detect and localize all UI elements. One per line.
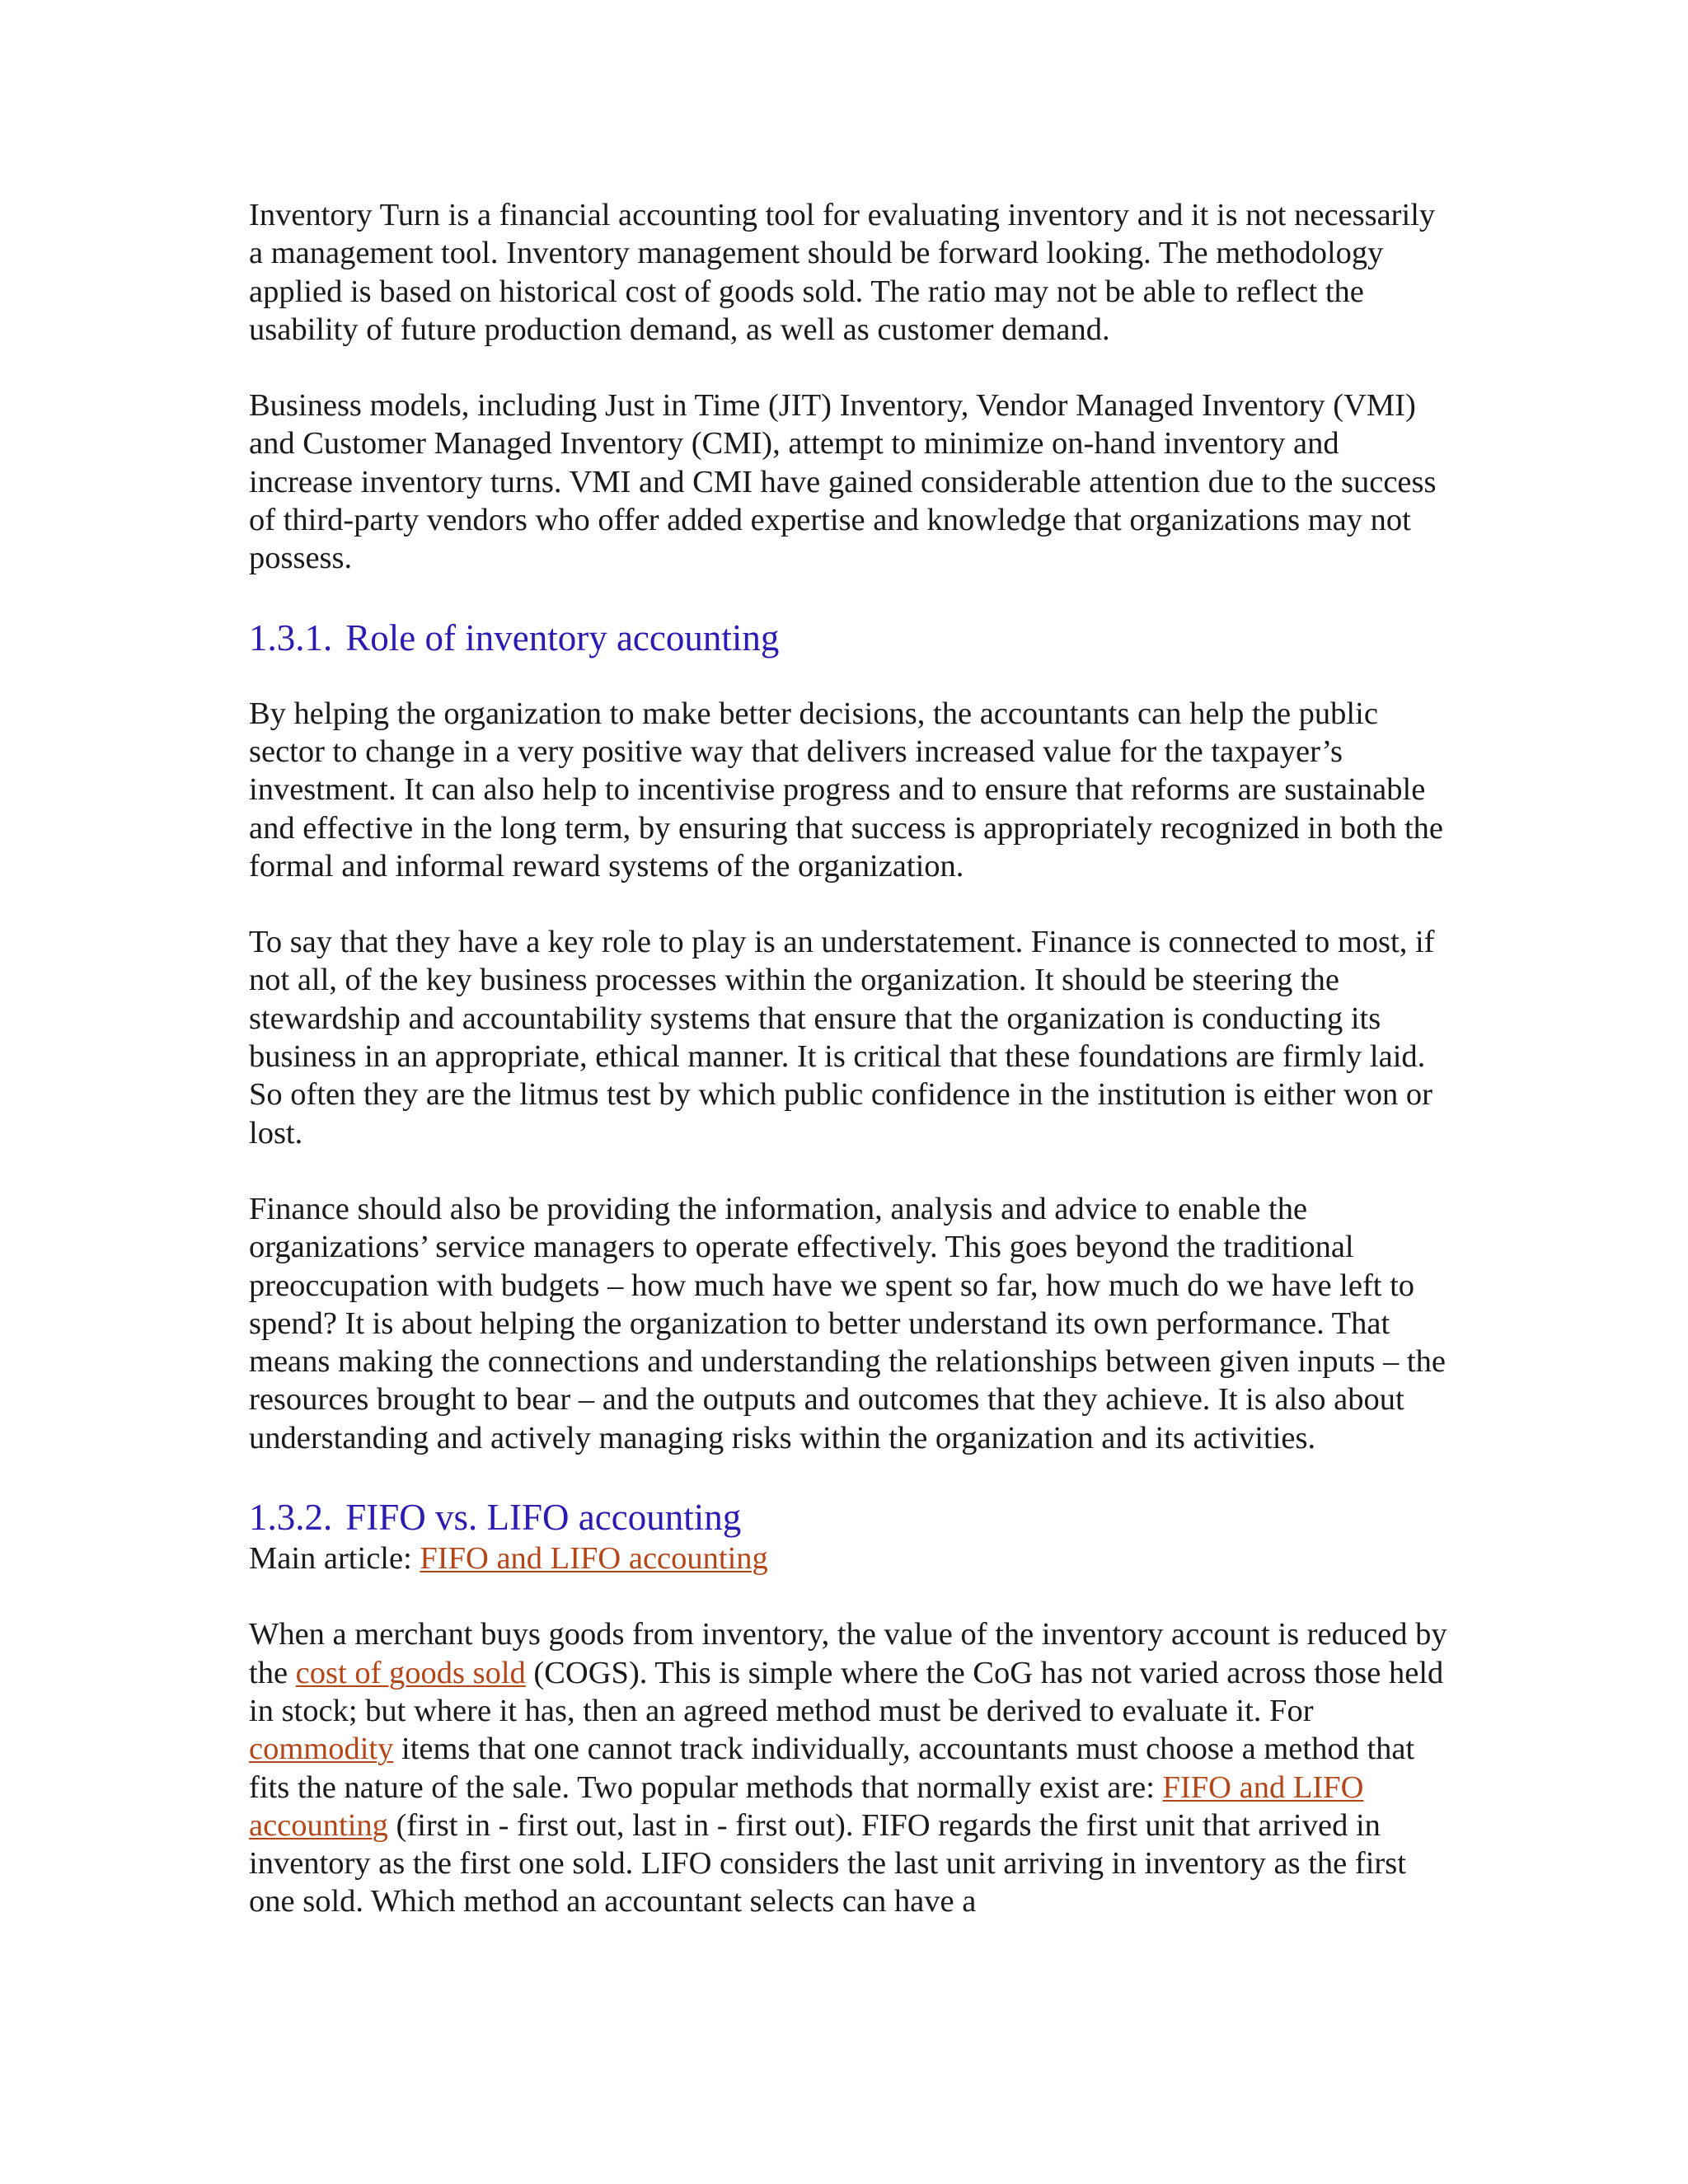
document-page <box>249 196 1448 1959</box>
fifo-lifo-main-article-link[interactable]: FIFO and LIFO accounting <box>420 1541 768 1577</box>
paragraph-text: items that one cannot track individually, accountants must choose a method that fits the nature of the sale. Two popular methods that normally exist are: <box>249 1732 1415 1805</box>
paragraph-finance-information: Finance should also be providing the information, analysis and advice to enable the organizations’ service managers to operate effectively. This goes beyond the traditional preoccupation with budgets – how much have we spent so far, how much do we have left to spend? It is about helping the organization to better understand its own performance. That means making the connections and understanding the relationships between given inputs – the resources brought to bear – and the outputs and outcomes that they achieve. It is also about understanding and actively managing risks within the organization and its activities. <box>249 1191 1446 1455</box>
section-title: Role of inventory accounting <box>345 616 780 658</box>
paragraph-inventory-turn: Inventory Turn is a financial accounting tool for evaluating inventory and it is not necessarily a management tool. Inventory management should be forward looking. The methodology applied is based on historical cost of goods sold. The ratio may not be able to reflect the usability of future production demand, as well as customer demand. <box>249 198 1436 347</box>
paragraph-text: (COGS). This is simple where the CoG has not varied across those held in stock; but where it has, then an agreed method must be derived to evaluate it. For <box>249 1655 1444 1728</box>
section-heading-role-of-inventory-accounting <box>249 616 1448 660</box>
paragraph-business-models: Business models, including Just in Time (JIT) Inventory, Vendor Managed Inventory (VMI) and Customer Managed Inventory (CMI), attempt to minimize on-hand inventory and increase inventory turns. VMI and CMI have gained considerable attention due to the success of third-party vendors who offer added expertise and knowledge that organizations may not possess. <box>249 388 1437 576</box>
paragraph-key-role: To say that they have a key role to play is an understatement. Finance is connected to most, if not all, of the key business processes within the organization. It should be steering the stewardship and accountability systems that ensure that the organization is conducting its business in an appropriate, ethical manner. It is critical that these foundations are firmly laid. So often they are the litmus test by which public confidence in the institution is either won or lost. <box>249 925 1435 1151</box>
fifo-lifo-accounting-link[interactable]: FIFO and LIFO accounting <box>249 1769 1364 1843</box>
section-title: FIFO vs. LIFO accounting <box>345 1497 742 1539</box>
paragraph-text: When a merchant buys goods from inventory, the value of the inventory account is reduced by the <box>249 1617 1447 1690</box>
paragraph-accountants-help: By helping the organization to make better decisions, the accountants can help the public sector to change in a very positive way that delivers increased value for the taxpayer’s investment. It can also help to incentivise progress and to ensure that reforms are sustainable and effective in the long term, by ensuring that success is appropriately recognized in both the formal and informal reward systems of the organization. <box>249 696 1444 883</box>
main-article-label: Main article: <box>249 1541 420 1577</box>
paragraph-merchant-cogs <box>249 1615 1448 1920</box>
section-number: 1.3.1. <box>249 616 333 658</box>
section-number: 1.3.2. <box>249 1497 333 1539</box>
paragraph-text: (first in - first out, last in - first out). FIFO regards the first unit that arrived in inventory as the first one sold. LIFO considers the last unit arriving in inventory as the first one sold. Which method an accountant selects can have a <box>249 1807 1406 1919</box>
cost-of-goods-sold-link[interactable]: cost of goods sold <box>295 1655 526 1690</box>
section-heading-fifo-vs-lifo <box>249 1495 1448 1540</box>
commodity-link[interactable]: commodity <box>249 1732 394 1767</box>
main-article-note <box>249 1540 1448 1577</box>
